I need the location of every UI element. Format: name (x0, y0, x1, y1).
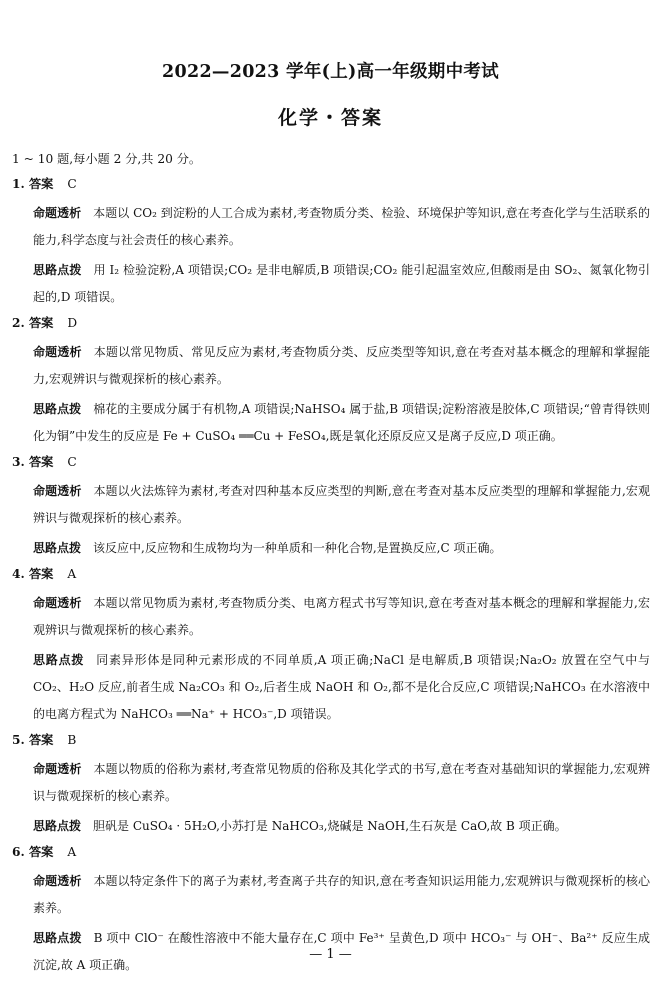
analysis-text: 本题以常见物质、常见反应为素材,考查物质分类、反应类型等知识,意在考查对基本概念的理解和掌握能力,宏观辨识与微观探析的核心素养。 (33, 345, 650, 386)
answer-label: 答案 (28, 316, 54, 330)
hint-label: 思路点拨 (33, 653, 85, 667)
answer-value: C (67, 177, 77, 191)
hint-text: B 项中 ClO⁻ 在酸性溶液中不能大量存在,C 项中 Fe³⁺ 呈黄色,D 项中 HCO₃⁻ 与 OH⁻、Ba²⁺ 反应生成沉淀,故 A 项正确。 (33, 931, 650, 972)
answer-label: 答案 (28, 845, 54, 859)
analysis-text: 本题以 CO₂ 到淀粉的人工合成为素材,考查物质分类、检验、环境保护等知识,意在考查化学与生活联系的能力,科学态度与社会责任的核心素养。 (33, 206, 650, 247)
analysis-paragraph (12, 868, 650, 922)
question-block (12, 314, 650, 450)
analysis-paragraph (12, 756, 650, 810)
analysis-label: 命题透析 (33, 206, 82, 220)
question-number: 1. (12, 177, 25, 191)
question-header (12, 565, 650, 590)
analysis-paragraph (12, 200, 650, 254)
hint-paragraph (12, 257, 650, 311)
page-number: — 1 — (309, 947, 352, 962)
question-number: 3. (12, 455, 25, 469)
answer-value: B (67, 733, 77, 747)
hint-paragraph (12, 813, 650, 840)
question-number: 2. (12, 316, 25, 330)
hint-text: 胆矾是 CuSO₄ · 5H₂O,小苏打是 NaHCO₃,烧碱是 NaOH,生石灰是 CaO,故 B 项正确。 (93, 819, 567, 833)
hint-label: 思路点拨 (33, 931, 82, 945)
section-intro: 1 ~ 10 题,每小题 2 分,共 20 分。 (12, 152, 202, 166)
hint-text: 用 I₂ 检验淀粉,A 项错误;CO₂ 是非电解质,B 项错误;CO₂ 能引起温室效应,但酸雨是由 SO₂、氮氧化物引起的,D 项错误。 (33, 263, 650, 304)
analysis-label: 命题透析 (33, 596, 82, 610)
analysis-paragraph (12, 590, 650, 644)
question-header (12, 843, 650, 868)
question-header (12, 314, 650, 339)
answer-value: A (67, 567, 77, 581)
answer-label: 答案 (28, 177, 54, 191)
question-block (12, 453, 650, 562)
question-number: 5. (12, 733, 25, 747)
answer-label: 答案 (28, 455, 54, 469)
question-header (12, 453, 650, 478)
analysis-label: 命题透析 (33, 484, 82, 498)
hint-paragraph (12, 647, 650, 728)
question-block (12, 565, 650, 728)
question-block (12, 175, 650, 311)
page-subtitle: 化学・答案 (277, 107, 383, 129)
hint-text: 棉花的主要成分属于有机物,A 项错误;NaHSO₄ 属于盐,B 项错误;淀粉溶液是胶体,C 项错误;“曾青得铁则化为铜”中发生的反应是 Fe + CuSO₄ ══Cu + FeSO₄,既是氧化还原反应又是离子反应,D 项正确。 (33, 402, 650, 443)
hint-label: 思路点拨 (33, 402, 82, 416)
answer-value: C (67, 455, 77, 469)
question-block (12, 731, 650, 840)
question-header (12, 731, 650, 756)
analysis-label: 命题透析 (33, 762, 82, 776)
hint-label: 思路点拨 (33, 263, 82, 277)
analysis-text: 本题以常见物质为素材,考查物质分类、电离方程式书写等知识,意在考查对基本概念的理解和掌握能力,宏观辨识与微观探析的核心素养。 (33, 596, 650, 637)
analysis-paragraph (12, 478, 650, 532)
analysis-label: 命题透析 (33, 874, 82, 888)
hint-paragraph (12, 535, 650, 562)
question-number: 4. (12, 567, 25, 581)
answer-label: 答案 (28, 733, 54, 747)
analysis-text: 本题以火法炼锌为素材,考查对四种基本反应类型的判断,意在考查对基本反应类型的理解和掌握能力,宏观辨识与微观探析的核心素养。 (33, 484, 650, 525)
answer-list (12, 175, 650, 982)
analysis-text: 本题以物质的俗称为素材,考查常见物质的俗称及其化学式的书写,意在考查对基础知识的掌握能力,宏观辨识与微观探析的核心素养。 (33, 762, 650, 803)
question-header (12, 175, 650, 200)
answer-label: 答案 (28, 567, 54, 581)
hint-label: 思路点拨 (33, 541, 82, 555)
page-title: 2022—2023 学年(上)高一年级期中考试 (162, 62, 499, 82)
hint-text: 同素异形体是同种元素形成的不同单质,A 项正确;NaCl 是电解质,B 项错误;Na₂O₂ 放置在空气中与 CO₂、H₂O 反应,前者生成 Na₂CO₃ 和 O₂,后者生成 NaOH 和 O₂,都不是化合反应,C 项错误;NaHCO₃ 在水溶液中的电离方程式为 NaHCO₃ ══Na⁺ + HCO₃⁻,D 项错误。 (33, 653, 650, 721)
question-number: 6. (12, 845, 25, 859)
analysis-paragraph (12, 339, 650, 393)
answer-value: A (67, 845, 77, 859)
answer-value: D (67, 316, 78, 330)
analysis-label: 命题透析 (33, 345, 82, 359)
hint-label: 思路点拨 (33, 819, 82, 833)
hint-paragraph (12, 396, 650, 450)
analysis-text: 本题以特定条件下的离子为素材,考查离子共存的知识,意在考查知识运用能力,宏观辨识与微观探析的核心素养。 (33, 874, 650, 915)
hint-text: 该反应中,反应物和生成物均为一种单质和一种化合物,是置换反应,C 项正确。 (93, 541, 502, 555)
